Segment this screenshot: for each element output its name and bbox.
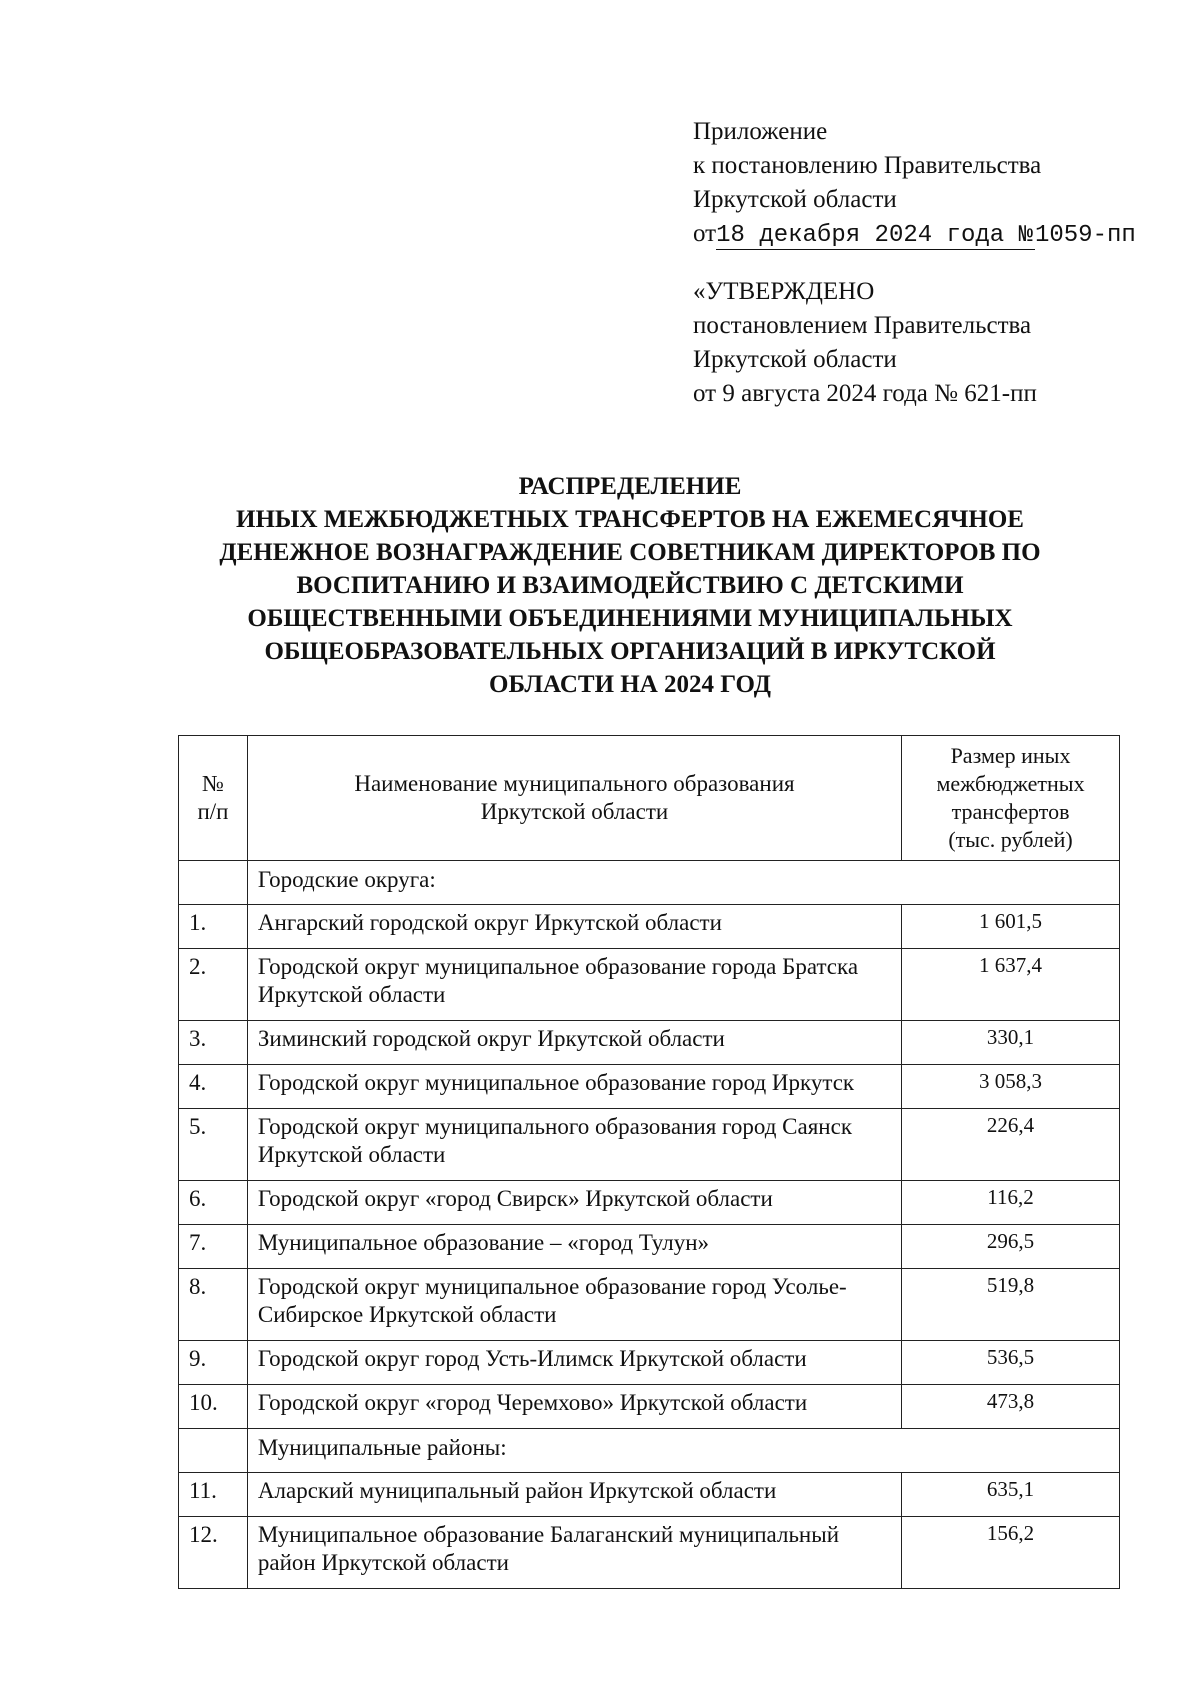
- section-row-city: [179, 861, 1120, 905]
- table-row: [179, 1341, 1120, 1385]
- header-value-line-1: Размер иных: [950, 743, 1071, 768]
- header-value-line-4: (тыс. рублей): [948, 827, 1073, 852]
- table-header-row: [179, 736, 1120, 861]
- row-name: Муниципальное образование – «город Тулун»: [247, 1225, 901, 1269]
- header-name-line-2: Иркутской области: [480, 799, 669, 824]
- header-value-line-3: трансфертов: [951, 799, 1070, 824]
- appendix-line-1: Приложение: [693, 118, 828, 145]
- row-number: 3.: [179, 1021, 248, 1065]
- row-number: 4.: [179, 1065, 248, 1109]
- table-row: [179, 1269, 1120, 1341]
- row-value: 519,8: [902, 1269, 1120, 1341]
- row-name: Городской округ муниципальное образование города Братска Иркутской области: [247, 949, 901, 1021]
- appendix-block: [693, 115, 1136, 253]
- section-label: Муниципальные районы:: [247, 1429, 1119, 1473]
- row-value: 1 601,5: [902, 905, 1120, 949]
- row-number: 10.: [179, 1385, 248, 1429]
- row-value: 116,2: [902, 1181, 1120, 1225]
- table-row: [179, 1181, 1120, 1225]
- row-number: 2.: [179, 949, 248, 1021]
- section-number-cell: [179, 861, 248, 905]
- appendix-number: 1059-пп: [1034, 222, 1136, 249]
- title-line: ВОСПИТАНИЮ И ВЗАИМОДЕЙСТВИЮ С ДЕТСКИМИ: [296, 572, 964, 599]
- row-value: 536,5: [902, 1341, 1120, 1385]
- section-number-cell: [179, 1429, 248, 1473]
- table-row: [179, 1065, 1120, 1109]
- row-number: 7.: [179, 1225, 248, 1269]
- row-number: 1.: [179, 905, 248, 949]
- table-row: [179, 1109, 1120, 1181]
- row-number: 9.: [179, 1341, 248, 1385]
- row-name: Городской округ муниципальное образование город Усолье-Сибирское Иркутской области: [247, 1269, 901, 1341]
- title-line: ДЕНЕЖНОЕ ВОЗНАГРАЖДЕНИЕ СОВЕТНИКАМ ДИРЕКТОРОВ ПО: [219, 539, 1041, 566]
- row-name: Городской округ «город Черемхово» Иркутской области: [247, 1385, 901, 1429]
- header-name-line-1: Наименование муниципального образования: [354, 771, 795, 796]
- row-name: Городской округ город Усть-Илимск Иркутской области: [247, 1341, 901, 1385]
- table-row: [179, 1385, 1120, 1429]
- row-number: 12.: [179, 1517, 248, 1589]
- header-name: [247, 736, 901, 861]
- row-name: Ангарский городской округ Иркутской области: [247, 905, 901, 949]
- row-name: Городской округ муниципального образования город Саянск Иркутской области: [247, 1109, 901, 1181]
- row-name: Зиминский городской округ Иркутской области: [247, 1021, 901, 1065]
- row-number: 11.: [179, 1473, 248, 1517]
- row-value: 635,1: [902, 1473, 1120, 1517]
- row-number: 8.: [179, 1269, 248, 1341]
- title-line: ОБЩЕСТВЕННЫМИ ОБЪЕДИНЕНИЯМИ МУНИЦИПАЛЬНЫХ: [247, 605, 1013, 632]
- approval-line-2: постановлением Правительства: [693, 312, 1032, 339]
- table-row: [179, 1517, 1120, 1589]
- section-row-district: [179, 1429, 1120, 1473]
- header-number: [179, 736, 248, 861]
- header-number-line-2: п/п: [197, 799, 229, 824]
- row-value: 1 637,4: [902, 949, 1120, 1021]
- document-title: [160, 470, 1100, 701]
- table-row: [179, 1021, 1120, 1065]
- title-line: РАСПРЕДЕЛЕНИЕ: [518, 473, 742, 500]
- table-row: [179, 1473, 1120, 1517]
- row-number: 6.: [179, 1181, 248, 1225]
- title-line: ИНЫХ МЕЖБЮДЖЕТНЫХ ТРАНСФЕРТОВ НА ЕЖЕМЕСЯЧНОЕ: [236, 506, 1024, 533]
- appendix-date-prefix: от: [693, 220, 717, 247]
- row-name: Муниципальное образование Балаганский муниципальный район Иркутской области: [247, 1517, 901, 1589]
- row-value: 156,2: [902, 1517, 1120, 1589]
- header-number-line-1: №: [201, 771, 224, 796]
- row-value: 473,8: [902, 1385, 1120, 1429]
- row-value: 296,5: [902, 1225, 1120, 1269]
- approval-block: [693, 275, 1037, 411]
- section-label: Городские округа:: [247, 861, 1119, 905]
- table-row: [179, 905, 1120, 949]
- title-line: ОБЩЕОБРАЗОВАТЕЛЬНЫХ ОРГАНИЗАЦИЙ В ИРКУТСКОЙ: [264, 638, 996, 665]
- approval-line-4: от 9 августа 2024 года № 621-пп: [693, 380, 1037, 407]
- approval-line-1: «УТВЕРЖДЕНО: [693, 278, 875, 305]
- appendix-date-filled: 18 декабря 2024 года №: [716, 222, 1033, 249]
- header-value: [902, 736, 1120, 861]
- row-number: 5.: [179, 1109, 248, 1181]
- row-name: Городской округ «город Свирск» Иркутской области: [247, 1181, 901, 1225]
- appendix-line-2: к постановлению Правительства: [693, 152, 1042, 179]
- header-value-line-2: межбюджетных: [936, 771, 1085, 796]
- appendix-line-3: Иркутской области: [693, 186, 897, 213]
- title-line: ОБЛАСТИ НА 2024 ГОД: [489, 671, 771, 698]
- distribution-table: [178, 735, 1120, 1589]
- approval-line-3: Иркутской области: [693, 346, 897, 373]
- row-name: Аларский муниципальный район Иркутской области: [247, 1473, 901, 1517]
- table-row: [179, 949, 1120, 1021]
- row-value: 3 058,3: [902, 1065, 1120, 1109]
- table-row: [179, 1225, 1120, 1269]
- row-value: 330,1: [902, 1021, 1120, 1065]
- row-name: Городской округ муниципальное образование город Иркутск: [247, 1065, 901, 1109]
- row-value: 226,4: [902, 1109, 1120, 1181]
- appendix-line-4: [693, 217, 1136, 253]
